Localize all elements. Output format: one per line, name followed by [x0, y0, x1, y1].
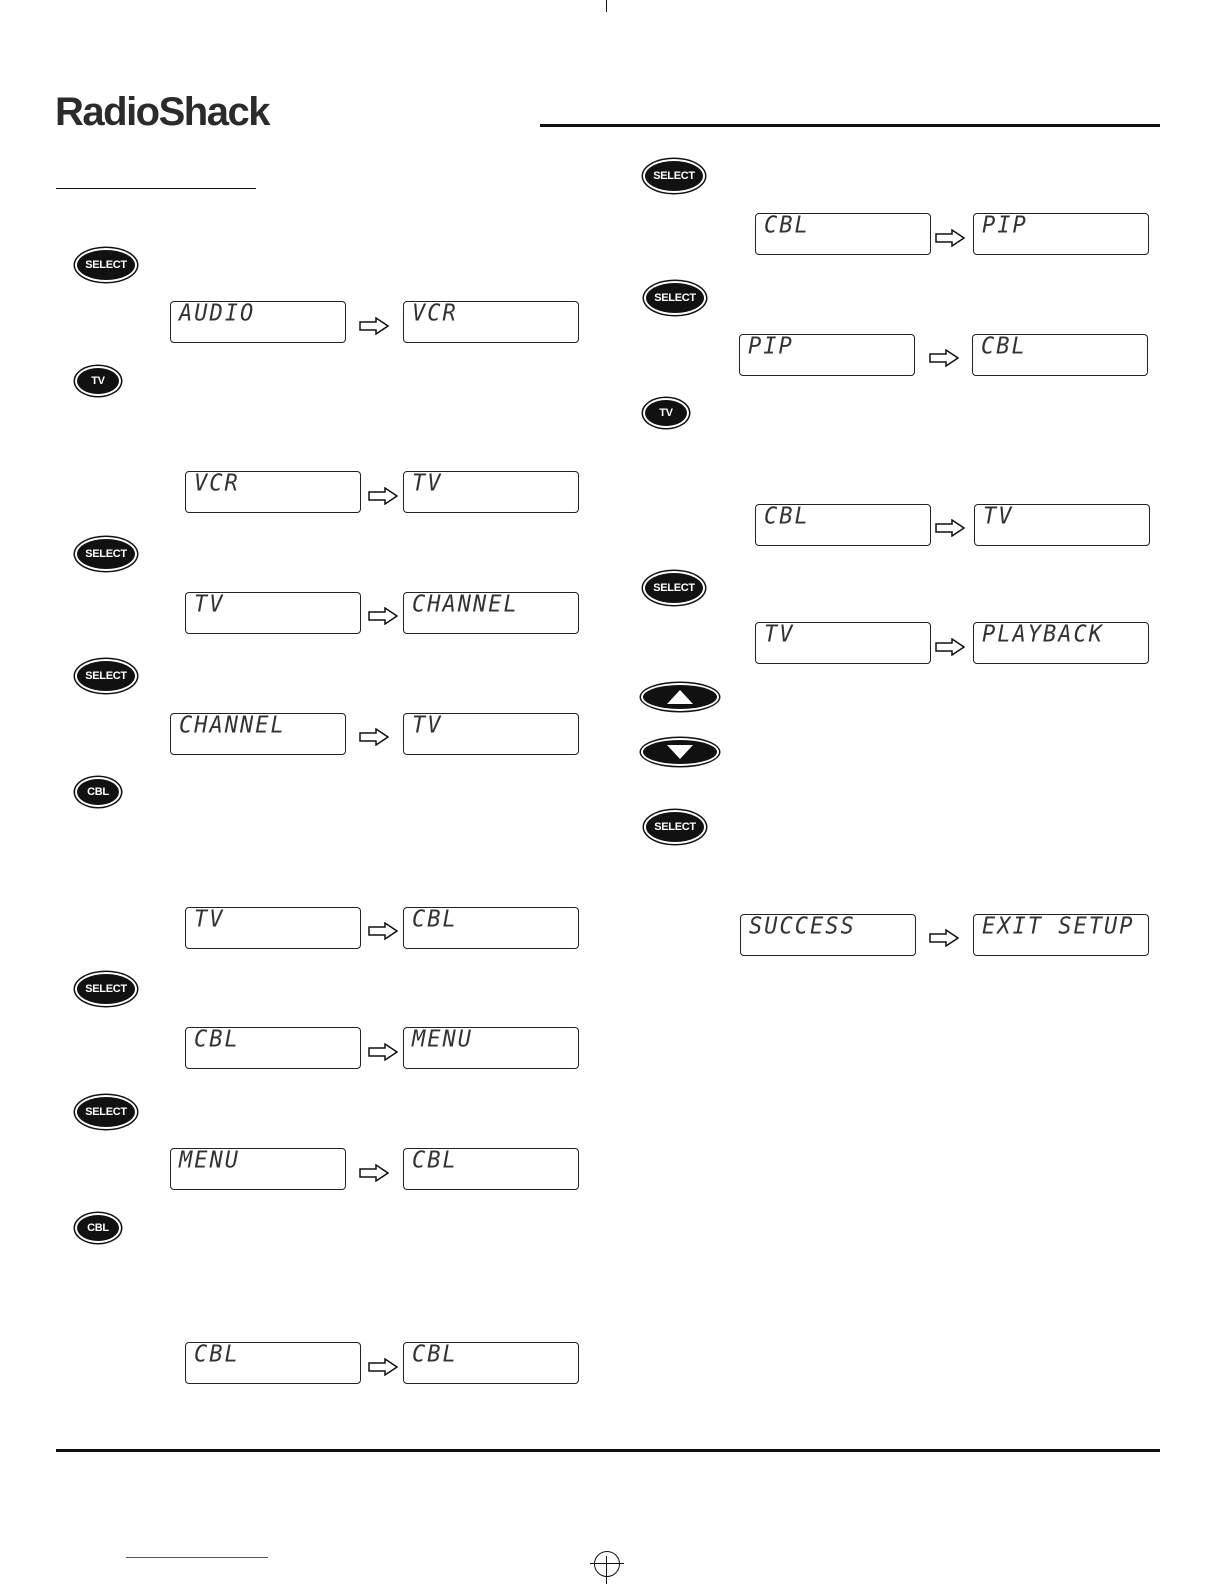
select-button[interactable]	[77, 539, 135, 569]
lcd-text: MENU	[412, 1026, 473, 1053]
lcd-text: TV	[194, 906, 225, 933]
lcd-text: VCR	[194, 470, 240, 497]
right-arrow-icon	[368, 487, 398, 505]
lcd-display-after	[972, 334, 1148, 376]
cbl-button[interactable]	[77, 779, 119, 805]
select-button-label: SELECT	[654, 292, 696, 304]
lcd-text: TV	[412, 470, 443, 497]
select-button[interactable]	[645, 161, 703, 191]
lcd-text: TV	[412, 712, 443, 739]
select-button-label: SELECT	[85, 548, 127, 560]
right-arrow-icon	[368, 1358, 398, 1376]
lcd-text: TV	[983, 503, 1014, 530]
right-arrow-icon	[359, 728, 389, 746]
right-arrow-icon	[368, 1043, 398, 1061]
lcd-display-after	[973, 622, 1149, 664]
tv-button-label: TV	[91, 375, 105, 387]
lcd-text: CBL	[194, 1026, 240, 1053]
lcd-display-before	[185, 907, 361, 949]
select-button-label: SELECT	[653, 582, 695, 594]
right-arrow-icon	[368, 607, 398, 625]
lcd-text: MENU	[179, 1147, 240, 1174]
right-arrow-icon	[929, 929, 959, 947]
select-button-label: SELECT	[653, 170, 695, 182]
select-button[interactable]	[646, 283, 704, 313]
lcd-text: CBL	[764, 503, 810, 530]
lcd-text: CBL	[981, 333, 1027, 360]
lcd-text: AUDIO	[179, 300, 256, 327]
lcd-text: PLAYBACK	[982, 621, 1104, 648]
lcd-text: CBL	[412, 906, 458, 933]
right-arrow-icon	[368, 922, 398, 940]
lcd-text: CHANNEL	[412, 591, 519, 618]
header-rule	[540, 124, 1160, 127]
tv-button[interactable]	[77, 368, 119, 394]
lcd-display-after	[403, 1342, 579, 1384]
select-button[interactable]	[77, 1097, 135, 1127]
lcd-text: TV	[194, 591, 225, 618]
select-button[interactable]	[645, 573, 703, 603]
lcd-text: VCR	[412, 300, 458, 327]
lcd-display-after	[403, 301, 579, 343]
lcd-text: PIP	[748, 333, 794, 360]
lcd-display-before	[170, 713, 346, 755]
up-arrow-icon	[665, 689, 695, 705]
lcd-display-after	[973, 213, 1149, 255]
lcd-text: CHANNEL	[179, 712, 286, 739]
select-button[interactable]	[646, 812, 704, 842]
lcd-display-after	[974, 504, 1150, 546]
select-button[interactable]	[77, 974, 135, 1004]
lcd-text: PIP	[982, 212, 1028, 239]
registration-mark-line	[590, 1563, 624, 1564]
cbl-button-label: CBL	[87, 786, 109, 798]
right-arrow-icon	[359, 1164, 389, 1182]
right-arrow-icon	[935, 519, 965, 537]
lcd-display-before	[170, 1148, 346, 1190]
registration-mark	[594, 1551, 620, 1577]
cbl-button-label: CBL	[87, 1222, 109, 1234]
select-button[interactable]	[77, 661, 135, 691]
lcd-display-before	[185, 1027, 361, 1069]
lcd-display-before	[170, 301, 346, 343]
lcd-display-before	[185, 471, 361, 513]
right-arrow-icon	[935, 638, 965, 656]
down-arrow-button[interactable]	[643, 740, 717, 764]
down-arrow-icon	[665, 744, 695, 760]
footer-rule	[56, 1449, 1160, 1452]
lcd-text: CBL	[194, 1341, 240, 1368]
lcd-display-before	[755, 213, 931, 255]
lcd-display-before	[755, 504, 931, 546]
lcd-text: CBL	[412, 1341, 458, 1368]
lcd-text: EXIT SETUP	[982, 913, 1135, 940]
lcd-display-before	[185, 1342, 361, 1384]
select-button[interactable]	[77, 250, 135, 280]
lcd-display-after	[403, 1148, 579, 1190]
lcd-text: SUCCESS	[749, 913, 856, 940]
tv-button[interactable]	[645, 400, 687, 426]
lcd-text: TV	[764, 621, 795, 648]
select-button-label: SELECT	[85, 1106, 127, 1118]
select-button-label: SELECT	[85, 259, 127, 271]
select-button-label: SELECT	[85, 670, 127, 682]
section-rule	[56, 188, 256, 189]
crop-mark-top	[606, 0, 607, 12]
up-arrow-button[interactable]	[643, 685, 717, 709]
lcd-display-after	[403, 471, 579, 513]
lcd-text: CBL	[412, 1147, 458, 1174]
tv-button-label: TV	[659, 407, 673, 419]
right-arrow-icon	[359, 317, 389, 335]
lcd-text: CBL	[764, 212, 810, 239]
lcd-display-after	[403, 907, 579, 949]
lcd-display-before	[755, 622, 931, 664]
footer-link-rule	[126, 1557, 268, 1558]
brand-logo: RadioShack	[55, 90, 269, 134]
select-button-label: SELECT	[654, 821, 696, 833]
lcd-display-before	[739, 334, 915, 376]
right-arrow-icon	[935, 229, 965, 247]
lcd-display-before	[740, 914, 916, 956]
select-button-label: SELECT	[85, 983, 127, 995]
cbl-button[interactable]	[77, 1215, 119, 1241]
lcd-display-after	[403, 592, 579, 634]
lcd-display-after	[403, 1027, 579, 1069]
right-arrow-icon	[929, 349, 959, 367]
lcd-display-after	[973, 914, 1149, 956]
lcd-display-before	[185, 592, 361, 634]
lcd-display-after	[403, 713, 579, 755]
